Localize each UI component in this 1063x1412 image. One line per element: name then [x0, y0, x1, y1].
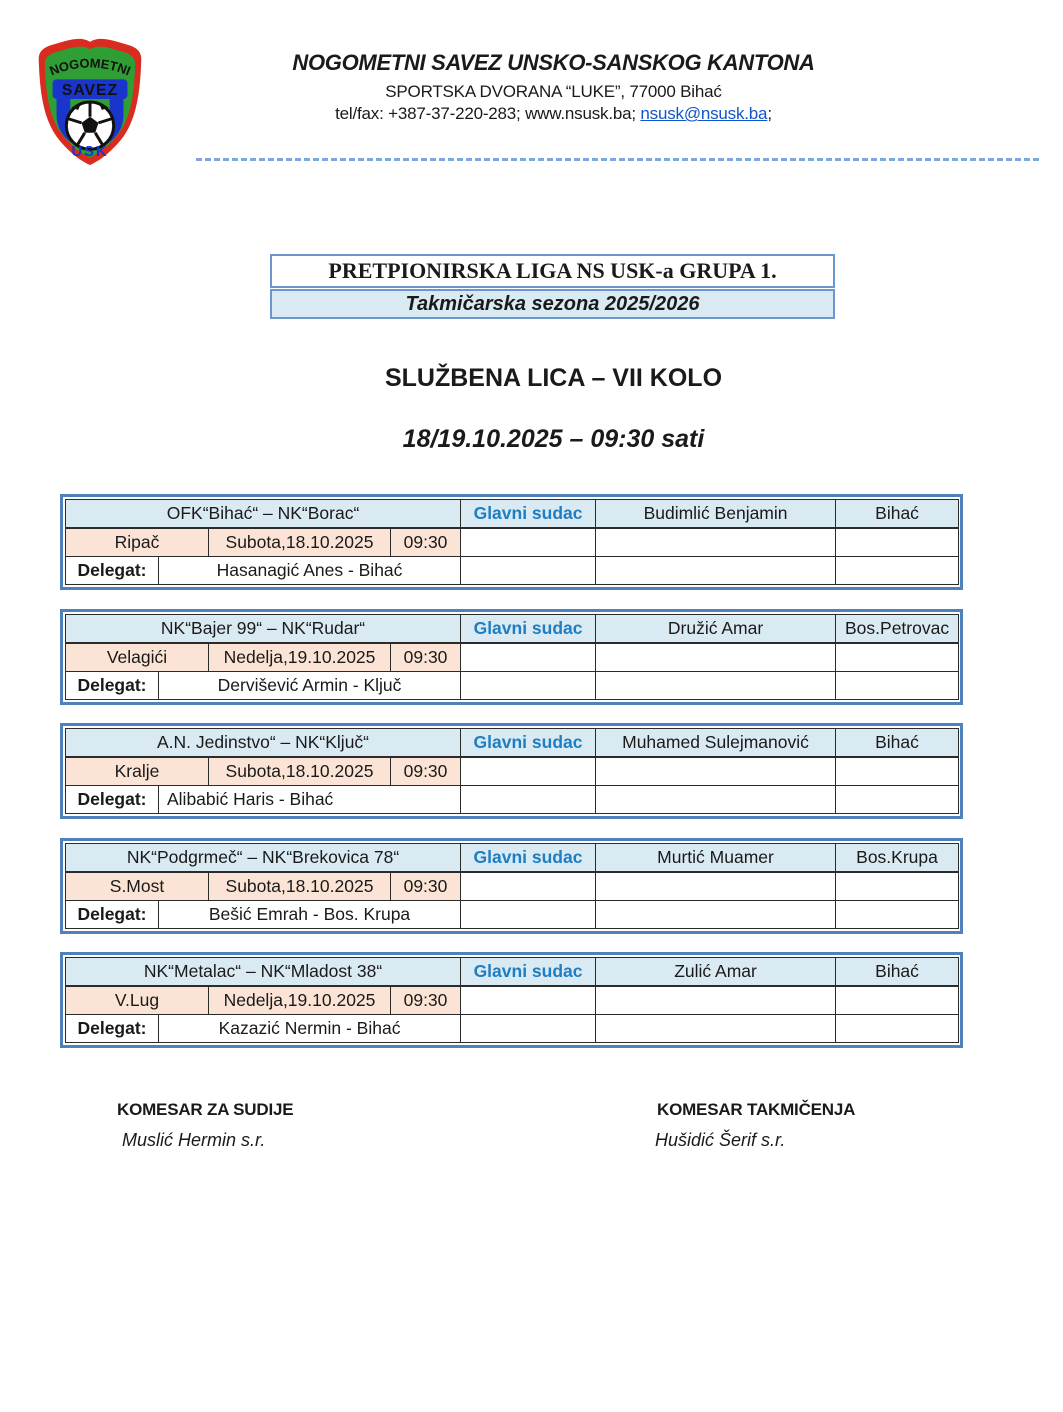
- referee-name: Zulić Amar: [596, 958, 836, 987]
- referee-name: Muhamed Sulejmanović: [596, 729, 836, 758]
- empty-cell: [461, 1015, 596, 1043]
- time-cell: 09:30: [391, 528, 461, 557]
- referee-role-label: Glavni sudac: [461, 729, 596, 758]
- association-name: NOGOMETNI SAVEZ UNSKO-SANSKOG KANTONA: [292, 50, 815, 75]
- venue-cell: Kralje: [66, 757, 209, 786]
- match-table-3: [60, 723, 963, 819]
- empty-cell: [836, 786, 959, 814]
- delegate-label: Delegat:: [66, 557, 159, 585]
- date-cell: Nedelja,19.10.2025: [209, 986, 391, 1015]
- delegate-label: Delegat:: [66, 672, 159, 700]
- delegate-label: Delegat:: [66, 1015, 159, 1043]
- match-table-1: [60, 494, 963, 590]
- commissioner-referees-title: KOMESAR ZA SUDIJE: [117, 1100, 294, 1119]
- referee-role-label: Glavni sudac: [461, 500, 596, 529]
- venue-cell: Velagići: [66, 643, 209, 672]
- empty-cell: [461, 528, 596, 557]
- empty-cell: [596, 786, 836, 814]
- league-title-box: [270, 254, 835, 319]
- venue-cell: V.Lug: [66, 986, 209, 1015]
- delegate-name: Bešić Emrah - Bos. Krupa: [159, 901, 461, 929]
- empty-cell: [461, 557, 596, 585]
- delegate-name: Kazazić Nermin - Bihać: [159, 1015, 461, 1043]
- delegate-name: Hasanagić Anes - Bihać: [159, 557, 461, 585]
- empty-cell: [596, 643, 836, 672]
- empty-cell: [461, 986, 596, 1015]
- empty-cell: [596, 757, 836, 786]
- empty-cell: [836, 528, 959, 557]
- contact-text: tel/fax: +387-37-220-283; www.nsusk.ba;: [335, 104, 641, 123]
- season-label: Takmičarska sezona 2025/2026: [270, 289, 835, 319]
- association-address: SPORTSKA DVORANA “LUKE”, 77000 Bihać: [385, 82, 722, 101]
- association-contact: [0, 104, 1063, 124]
- delegate-name: Dervišević Armin - Ključ: [159, 672, 461, 700]
- referee-city: Bos.Petrovac: [836, 615, 959, 644]
- delegate-label: Delegat:: [66, 901, 159, 929]
- empty-cell: [461, 901, 596, 929]
- empty-cell: [836, 757, 959, 786]
- logo-bottom-text: USK: [71, 144, 109, 161]
- referee-city: Bihać: [836, 729, 959, 758]
- empty-cell: [596, 672, 836, 700]
- empty-cell: [461, 872, 596, 901]
- referee-role-label: Glavni sudac: [461, 615, 596, 644]
- empty-cell: [836, 872, 959, 901]
- empty-cell: [596, 557, 836, 585]
- date-heading: 18/19.10.2025 – 09:30 sati: [402, 425, 705, 453]
- referee-role-label: Glavni sudac: [461, 958, 596, 987]
- date-cell: Subota,18.10.2025: [209, 528, 391, 557]
- empty-cell: [836, 557, 959, 585]
- delegate-label: Delegat:: [66, 786, 159, 814]
- empty-cell: [836, 672, 959, 700]
- empty-cell: [596, 1015, 836, 1043]
- contact-suffix: ;: [767, 104, 772, 123]
- empty-cell: [836, 1015, 959, 1043]
- match-title: OFK“Bihać“ – NK“Borac“: [66, 500, 461, 529]
- commissioner-referees-name: Muslić Hermin s.r.: [122, 1130, 266, 1150]
- round-heading: SLUŽBENA LICA – VII KOLO: [384, 364, 723, 392]
- referee-city: Bihać: [836, 500, 959, 529]
- referee-name: Budimlić Benjamin: [596, 500, 836, 529]
- commissioner-competition-name: Hušidić Šerif s.r.: [655, 1130, 786, 1150]
- delegate-name: Alibabić Haris - Bihać: [159, 786, 461, 814]
- league-name: PRETPIONIRSKA LIGA NS USK-a GRUPA 1.: [270, 254, 835, 288]
- match-table-4: [60, 838, 963, 934]
- match-title: NK“Podgrmeč“ – NK“Brekovica 78“: [66, 844, 461, 873]
- empty-cell: [596, 901, 836, 929]
- match-title: NK“Bajer 99“ – NK“Rudar“: [66, 615, 461, 644]
- time-cell: 09:30: [391, 757, 461, 786]
- commissioner-competition-title: KOMESAR TAKMIČENJA: [657, 1100, 856, 1119]
- empty-cell: [836, 643, 959, 672]
- referee-city: Bihać: [836, 958, 959, 987]
- time-cell: 09:30: [391, 872, 461, 901]
- venue-cell: Ripač: [66, 528, 209, 557]
- referee-name: Družić Amar: [596, 615, 836, 644]
- match-table-5: [60, 952, 963, 1048]
- time-cell: 09:30: [391, 986, 461, 1015]
- date-cell: Subota,18.10.2025: [209, 757, 391, 786]
- match-title: NK“Metalac“ – NK“Mladost 38“: [66, 958, 461, 987]
- time-cell: 09:30: [391, 643, 461, 672]
- empty-cell: [836, 901, 959, 929]
- logo-top-text: NOGOMETNI: [47, 55, 133, 79]
- empty-cell: [461, 757, 596, 786]
- empty-cell: [596, 986, 836, 1015]
- referee-name: Murtić Muamer: [596, 844, 836, 873]
- match-table-2: [60, 609, 963, 705]
- empty-cell: [836, 986, 959, 1015]
- referee-role-label: Glavni sudac: [461, 844, 596, 873]
- empty-cell: [596, 528, 836, 557]
- match-title: A.N. Jedinstvo“ – NK“Ključ“: [66, 729, 461, 758]
- empty-cell: [461, 786, 596, 814]
- empty-cell: [461, 643, 596, 672]
- venue-cell: S.Most: [66, 872, 209, 901]
- date-cell: Nedelja,19.10.2025: [209, 643, 391, 672]
- referee-city: Bos.Krupa: [836, 844, 959, 873]
- date-cell: Subota,18.10.2025: [209, 872, 391, 901]
- empty-cell: [461, 672, 596, 700]
- empty-cell: [596, 872, 836, 901]
- logo-middle-text: SAVEZ: [61, 82, 119, 100]
- header-separator-line: [196, 158, 1040, 161]
- email-link[interactable]: nsusk@nsusk.ba: [640, 104, 768, 123]
